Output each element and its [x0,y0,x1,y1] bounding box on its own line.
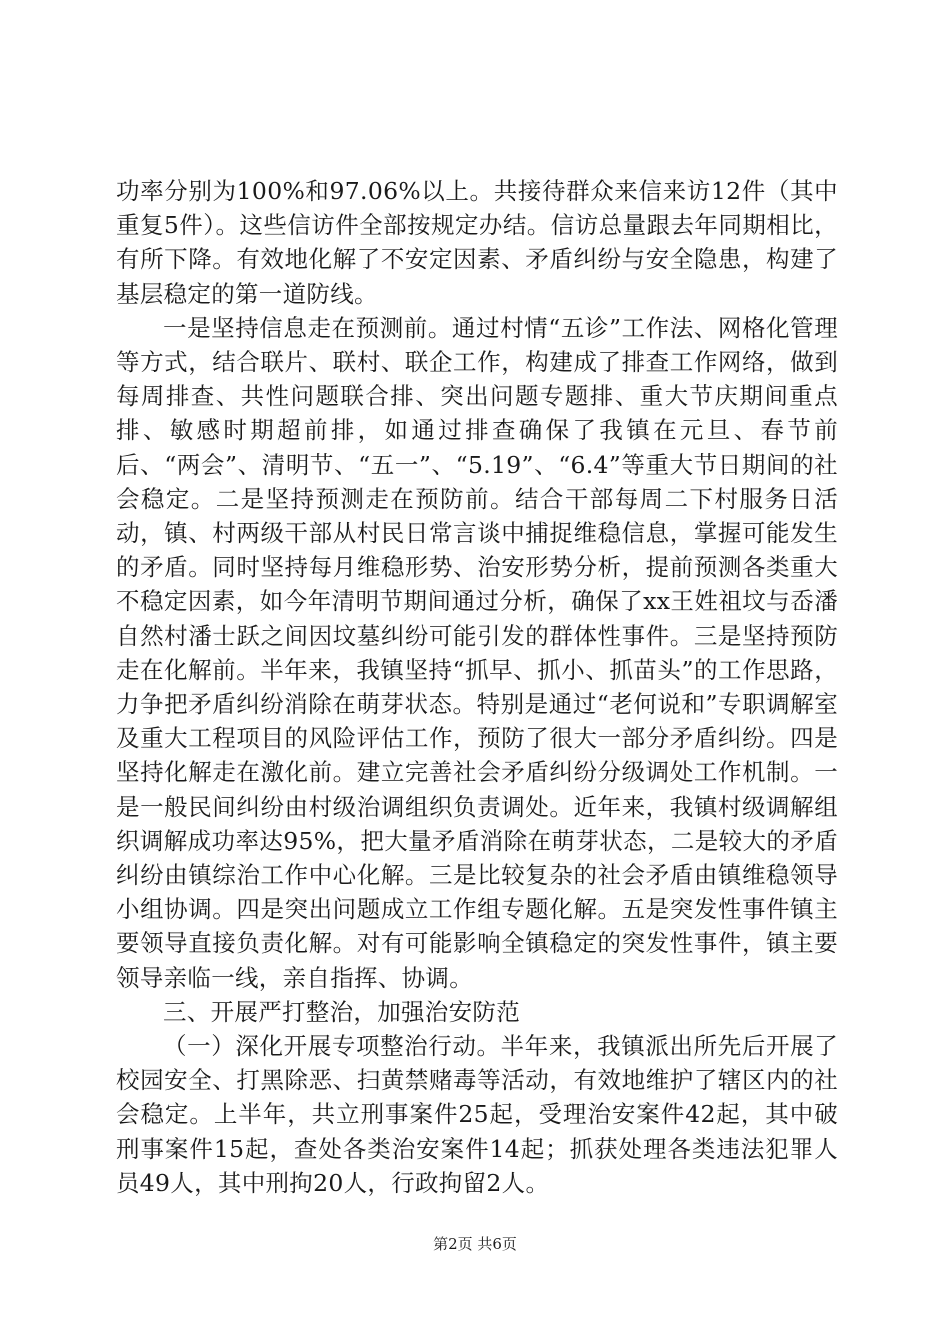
page-footer: 第2页 共6页 [433,1235,517,1253]
paragraph-special-rectification: （一）深化开展专项整治行动。半年来，我镇派出所先后开展了校园安全、打黑除恶、扫黄禁赌毒等活动，有效地维护了辖区内的社会稳定。上半年，共立刑事案件25起，受理治安案件42起，其中破刑事案件15起，查处各类治安案件14起；抓获处理各类违法犯罪人员49人，其中刑拘20人，行政拘留2人。 [116,1032,838,1197]
paragraph-prevention-measures: 一是坚持信息走在预测前。通过村情“五诊”工作法、网格化管理等方式，结合联片、联村、联企工作，构建成了排查工作网络，做到每周排查、共性问题联合排、突出问题专题排、重大节庆期间重点排、敏感时期超前排，如通过排查确保了我镇在元旦、春节前后、“两会”、清明节、“五一”、“5.19”、“6.4”等重大节日期间的社会稳定。二是坚持预测走在预防前。结合干部每周二下村服务日活动，镇、村两级干部从村民日常言谈中捕捉维稳信息，掌握可能发生的矛盾。同时坚持每月维稳形势、治安形势分析，提前预测各类重大不稳定因素，如今年清明节期间通过分析，确保了xx王姓祖坟与岙潘自然村潘士跃之间因坟墓纠纷可能引发的群体性事件。三是坚持预防走在化解前。半年来，我镇坚持“抓早、抓小、抓苗头”的工作思路，力争把矛盾纠纷消除在萌芽状态。特别是通过“老何说和”专职调解室及重大工程项目的风险评估工作，预防了很大一部分矛盾纠纷。四是坚持化解走在激化前。建立完善社会矛盾纠纷分级调处工作机制。一是一般民间纠纷由村级治调组织负责调处。近年来，我镇村级调解组织调解成功率达95%，把大量矛盾消除在萌芽状态，二是较大的矛盾纠纷由镇综治工作中心化解。三是比较复杂的社会矛盾由镇维稳领导小组协调。四是突出问题成立工作组专题化解。五是突发性事件镇主要领导直接负责化解。对有可能影响全镇稳定的突发性事件，镇主要领导亲临一线，亲自指挥、协调。 [116,313,838,992]
document-body [116,174,838,1200]
paragraph-continuation: 功率分别为100%和97.06%以上。共接待群众来信来访12件（其中重复5件）。这些信访件全部按规定办结。信访总量跟去年同期相比，有所下降。有效地化解了不安定因素、矛盾纠纷与安全隐患，构建了基层稳定的第一道防线。 [116,177,838,308]
section-heading: 三、开展严打整治，加强治安防范 [163,997,520,1026]
